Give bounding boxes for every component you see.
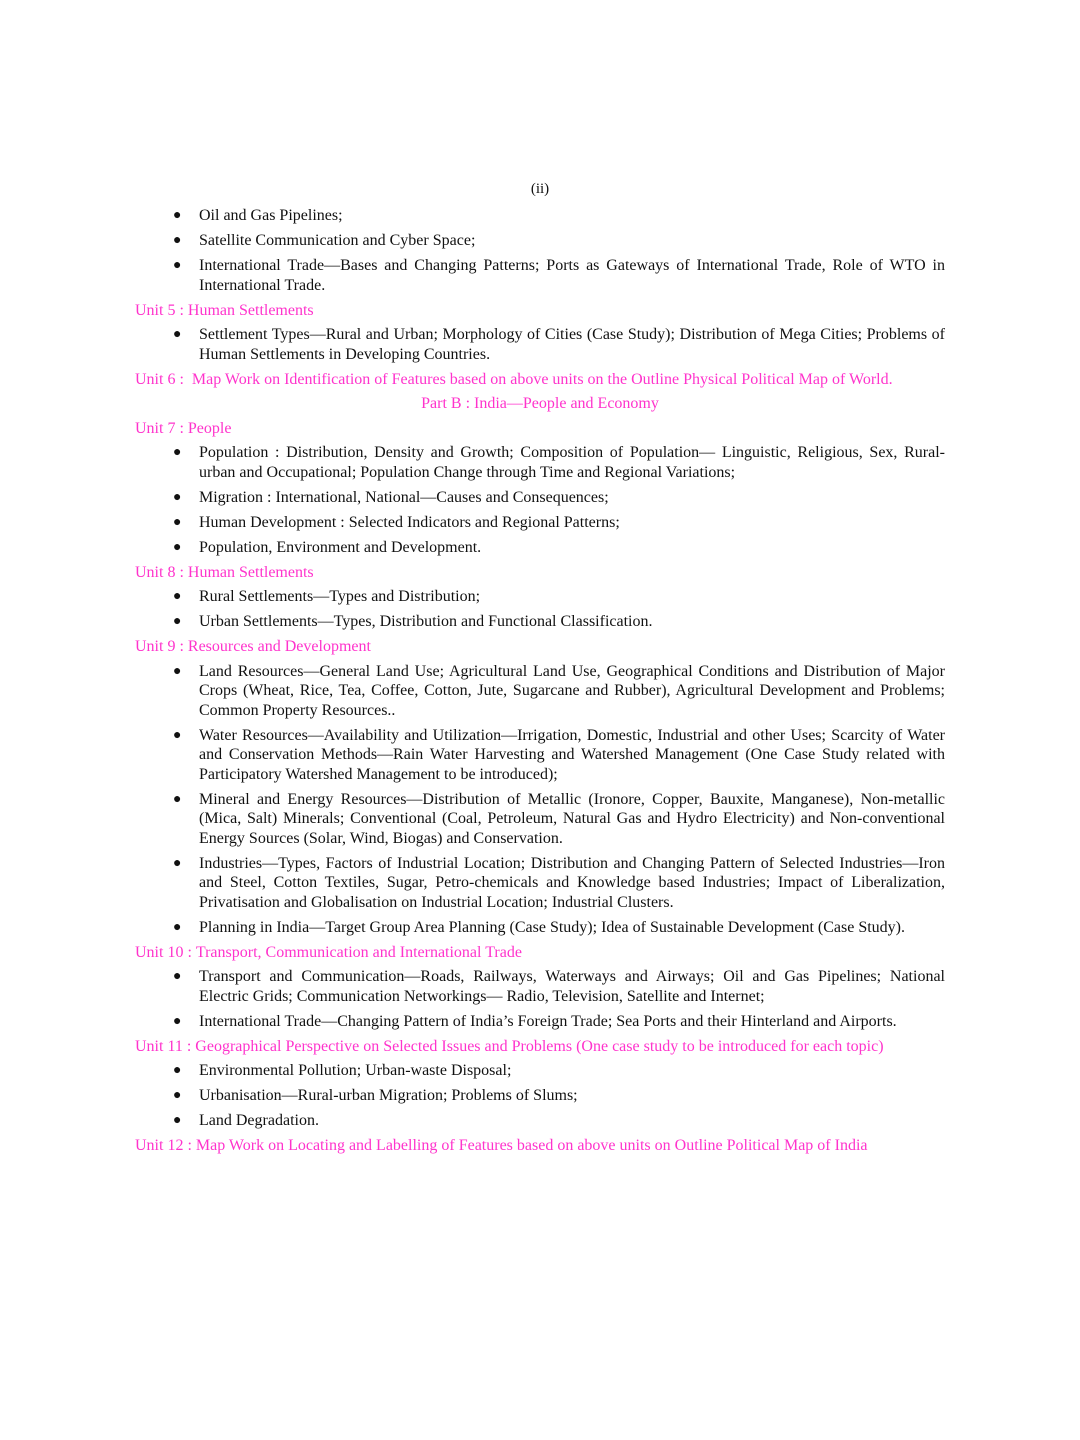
- bullet-icon: ●: [173, 663, 182, 679]
- unit-8-heading: Unit 8 : Human Settlements: [135, 563, 314, 581]
- bullet-icon: ●: [173, 514, 182, 530]
- list-item: ● Rural Settlements—Types and Distribution;: [173, 588, 481, 605]
- list-item: ● Environmental Pollution; Urban-waste Disposal;: [173, 1062, 512, 1079]
- list-item: ● Oil and Gas Pipelines;: [173, 207, 343, 224]
- syllabus-content: [135, 206, 945, 1161]
- list-item: ● Human Development : Selected Indicators and Regional Patterns;: [173, 513, 620, 531]
- intro-list: [135, 206, 945, 295]
- unit-8-list: [135, 587, 945, 632]
- bullet-icon: ●: [173, 614, 182, 629]
- unit-9-list: [135, 662, 945, 938]
- unit-7-list: [135, 443, 945, 557]
- bullet-icon: ●: [173, 327, 182, 342]
- bullet-icon: ●: [173, 489, 182, 505]
- unit-7-heading: Unit 7 : People: [135, 419, 232, 437]
- unit-10-heading: Unit 10 : Transport, Communication and International Trade: [135, 943, 522, 961]
- bullet-icon: ●: [173, 1113, 182, 1128]
- unit-5-heading: Unit 5 : Human Settlements: [135, 301, 314, 319]
- unit-11-heading: Unit 11 : Geographical Perspective on Selected Issues and Problems (One case study to be introduced for each topic): [135, 1037, 884, 1055]
- bullet-icon: ●: [173, 589, 182, 604]
- part-b-heading: Part B : India—People and Economy: [421, 395, 659, 412]
- list-item: ● Population : Distribution, Density and Growth; Composition of Population— Linguistic, Religious, Sex, Rural-urban and Occupational; Population Change through Time and Regional Variations;: [173, 444, 945, 481]
- list-item: ● Migration : International, National—Causes and Consequences;: [173, 488, 609, 506]
- list-item: ● Mineral and Energy Resources—Distribution of Metallic (Ironore, Copper, Bauxite, Manganese), Non-metallic (Mica, Salt) Minerals; Conventional (Coal, Petroleum, Natural Gas and Hydro Electricity) and Non-conventional Energy Sources (Solar, Wind, Biogas) and Conservation.: [173, 790, 945, 847]
- bullet-icon: ●: [173, 727, 182, 743]
- bullet-icon: ●: [173, 855, 182, 871]
- unit-6-heading: Unit 6 : Map Work on Identification of Features based on above units on the Outline Physical Political Map of World.: [135, 370, 893, 388]
- bullet-icon: ●: [173, 445, 182, 460]
- bullet-icon: ●: [173, 233, 182, 248]
- bullet-icon: ●: [173, 539, 182, 555]
- unit-5-list: [135, 325, 945, 364]
- bullet-icon: ●: [173, 791, 182, 807]
- bullet-icon: ●: [173, 969, 182, 984]
- list-item: ● Urbanisation—Rural-urban Migration; Problems of Slums;: [173, 1087, 578, 1104]
- list-item: ● International Trade—Changing Pattern of India’s Foreign Trade; Sea Ports and their Hinterland and Airports.: [173, 1012, 897, 1030]
- unit-9-heading: Unit 9 : Resources and Development: [135, 638, 371, 655]
- list-item: ● Satellite Communication and Cyber Space;: [173, 232, 476, 249]
- unit-12-heading: Unit 12 : Map Work on Locating and Labelling of Features based on above units on Outline Political Map of India: [135, 1137, 868, 1154]
- list-item: ● Land Degradation.: [173, 1112, 319, 1129]
- list-item: ● Urban Settlements—Types, Distribution and Functional Classification.: [173, 613, 653, 630]
- list-item: ● International Trade—Bases and Changing Patterns; Ports as Gateways of International Trade, Role of WTO in International Trade.: [173, 257, 945, 294]
- bullet-icon: ●: [173, 1088, 182, 1103]
- bullet-icon: ●: [173, 1063, 182, 1078]
- bullet-icon: ●: [173, 258, 182, 273]
- bullet-icon: ●: [173, 919, 182, 935]
- list-item: ● Industries—Types, Factors of Industrial Location; Distribution and Changing Pattern of Selected Industries—Iron and Steel, Cotton Textiles, Sugar, Petro-chemicals and Knowledge based Industries; Impact of Liberalization, Privatisation and Globalisation on Industrial Location; Industrial Clusters.: [173, 854, 945, 911]
- list-item: ● Transport and Communication—Roads, Railways, Waterways and Airways; Oil and Gas Pipelines; National Electric Grids; Communication Networkings— Radio, Television, Satellite and Internet;: [173, 968, 945, 1005]
- bullet-icon: ●: [173, 208, 182, 223]
- list-item: ● Land Resources—General Land Use; Agricultural Land Use, Geographical Conditions and Distribution of Major Crops (Wheat, Rice, Tea, Coffee, Cotton, Jute, Sugarcane and Rubber), Agricultural Development and Problems; Common Property Resources..: [173, 662, 945, 719]
- unit-11-list: [135, 1061, 945, 1131]
- list-item: ● Water Resources—Availability and Utilization—Irrigation, Domestic, Industrial and other Uses; Scarcity of Water and Conservation Methods—Rain Water Harvesting and Watershed Management (One Case Study related with Participatory Watershed Management to be introduced);: [173, 726, 945, 783]
- list-item: ● Settlement Types—Rural and Urban; Morphology of Cities (Case Study); Distribution of Mega Cities; Problems of Human Settlements in Developing Countries.: [173, 326, 945, 363]
- list-item: ● Planning in India—Target Group Area Planning (Case Study); Idea of Sustainable Development (Case Study).: [173, 918, 905, 936]
- list-item: ● Population, Environment and Development.: [173, 538, 482, 556]
- unit-10-list: [135, 967, 945, 1031]
- bullet-icon: ●: [173, 1013, 182, 1029]
- page-number: (ii): [530, 181, 550, 197]
